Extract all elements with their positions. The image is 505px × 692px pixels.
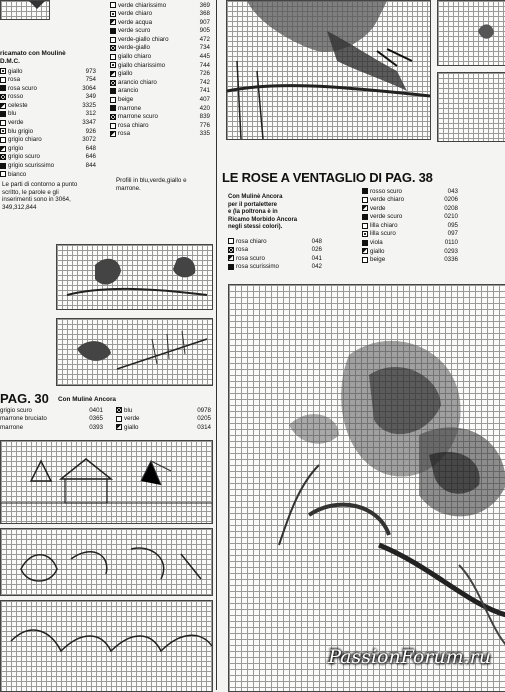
key-label: verde scuro bbox=[118, 27, 151, 35]
key-label: blu bbox=[8, 110, 17, 118]
key-code: 0208 bbox=[444, 204, 458, 212]
key-row bbox=[110, 70, 210, 79]
stitch-symbol-icon bbox=[110, 62, 116, 68]
stitch-symbol-icon bbox=[110, 37, 116, 43]
stitch-symbol-icon bbox=[116, 424, 122, 430]
key-label: giallo bbox=[118, 70, 133, 78]
col2-color-key bbox=[110, 1, 210, 139]
key-row bbox=[362, 230, 458, 239]
key-code: 3347 bbox=[82, 119, 96, 127]
key-label: arancio bbox=[118, 87, 139, 95]
key-code: 3072 bbox=[82, 136, 96, 144]
stitch-symbol-icon bbox=[0, 120, 6, 126]
key-row bbox=[228, 246, 322, 255]
key-row bbox=[0, 67, 96, 76]
stitch-symbol-icon bbox=[110, 71, 116, 77]
key-row bbox=[362, 256, 458, 265]
key-row bbox=[110, 44, 210, 53]
key-code: 048 bbox=[311, 237, 322, 245]
key-row bbox=[0, 101, 96, 110]
key-label: marrone bruciato bbox=[0, 415, 47, 423]
key-row bbox=[110, 104, 210, 113]
stitch-symbol-icon bbox=[0, 146, 6, 152]
key-label: rosa scurissimo bbox=[236, 263, 279, 271]
key-code: 905 bbox=[199, 27, 210, 35]
chart-grid-roses bbox=[228, 284, 505, 692]
key-label: rosa chiaro bbox=[236, 237, 267, 245]
stitch-symbol-icon bbox=[110, 80, 116, 86]
chart-grid-top-right-2 bbox=[437, 72, 505, 142]
key-row bbox=[362, 196, 458, 205]
chart-grid-birds bbox=[226, 0, 431, 140]
key-code: 0401 bbox=[89, 406, 103, 414]
key-code: 0205 bbox=[197, 415, 211, 423]
key-label: grigio scuro bbox=[8, 153, 40, 161]
key-label: marrone scuro bbox=[118, 113, 158, 121]
key-code: 407 bbox=[199, 96, 210, 104]
chart-motif bbox=[1, 529, 212, 595]
key-code: 3325 bbox=[82, 101, 96, 109]
key-label: rosso bbox=[8, 93, 24, 101]
key-label: verde acqua bbox=[118, 18, 153, 26]
chart-motif bbox=[57, 319, 212, 385]
stitch-symbol-icon bbox=[362, 248, 368, 254]
key-label: celeste bbox=[8, 101, 28, 109]
key-row bbox=[362, 247, 458, 256]
key-label: blu bbox=[124, 406, 133, 414]
stitch-symbol-icon bbox=[110, 11, 116, 17]
key-label: grigio scurissimo bbox=[8, 162, 55, 170]
key-label: verde scuro bbox=[370, 213, 403, 221]
key-label: arancio chiaro bbox=[118, 78, 157, 86]
stitch-symbol-icon bbox=[110, 123, 116, 129]
pag30-subtitle: Con Mulinè Ancora bbox=[58, 396, 116, 403]
stitch-symbol-icon bbox=[110, 19, 116, 25]
stitch-symbol-icon bbox=[362, 205, 368, 211]
key-label: giallo bbox=[124, 423, 139, 431]
key-row bbox=[110, 121, 210, 130]
stitch-symbol-icon bbox=[228, 247, 234, 253]
note-line: marrone. bbox=[116, 184, 141, 192]
stitch-symbol-icon bbox=[0, 111, 6, 117]
key-row bbox=[110, 130, 210, 139]
rose-section-title: LE ROSE A VENTAGLIO DI PAG. 38 bbox=[222, 170, 433, 185]
key-row bbox=[116, 406, 211, 415]
key-row bbox=[110, 78, 210, 87]
stitch-symbol-icon bbox=[0, 68, 6, 74]
key-row bbox=[0, 162, 96, 171]
stitch-symbol-icon bbox=[116, 416, 122, 422]
stitch-symbol-icon bbox=[116, 407, 122, 413]
key-code: 3064 bbox=[82, 84, 96, 92]
key-code: 445 bbox=[199, 53, 210, 61]
key-code: 368 bbox=[199, 10, 210, 18]
watermark: PassionForum.ru bbox=[328, 646, 491, 668]
key-code: 026 bbox=[311, 246, 322, 254]
col1-color-key bbox=[0, 67, 96, 179]
stitch-symbol-icon bbox=[110, 45, 116, 51]
intro-line: Con Mulinè Ancora bbox=[228, 194, 283, 200]
key-label: viola bbox=[370, 239, 383, 247]
key-label: rosso scuro bbox=[370, 187, 402, 195]
key-row bbox=[110, 61, 210, 70]
key-row bbox=[110, 1, 210, 10]
key-code: 043 bbox=[447, 187, 458, 195]
stitch-symbol-icon bbox=[228, 264, 234, 270]
chart-grid-houses bbox=[0, 440, 213, 524]
stitch-symbol-icon bbox=[0, 163, 6, 169]
key-label: grigio chiaro bbox=[8, 136, 42, 144]
key-code: 754 bbox=[85, 76, 96, 84]
key-row bbox=[0, 144, 96, 153]
key-row bbox=[0, 127, 96, 136]
key-label: rosa bbox=[118, 130, 131, 138]
key-row bbox=[0, 84, 96, 93]
key-code: 734 bbox=[199, 44, 210, 52]
col1-title-line: ricamato con Moulinè bbox=[0, 50, 66, 57]
col1-title bbox=[0, 50, 66, 66]
key-code: 907 bbox=[199, 18, 210, 26]
stitch-symbol-icon bbox=[110, 88, 116, 94]
key-row bbox=[362, 187, 458, 196]
intro-line: Ricamo Morbido Ancora bbox=[228, 216, 298, 223]
key-code: 648 bbox=[85, 144, 96, 152]
key-code: 0393 bbox=[89, 423, 103, 431]
key-code: 0110 bbox=[444, 239, 458, 247]
key-label: grigio bbox=[8, 144, 24, 152]
stitch-symbol-icon bbox=[362, 257, 368, 263]
note-line: Profili in blu,verde,giallo e bbox=[116, 177, 187, 184]
stitch-symbol-icon bbox=[362, 197, 368, 203]
key-label: giallo bbox=[8, 67, 23, 75]
key-row bbox=[116, 423, 211, 432]
key-code: 0206 bbox=[444, 196, 458, 204]
key-row bbox=[0, 136, 96, 145]
key-label: grigio scuro bbox=[0, 406, 32, 414]
key-row bbox=[0, 119, 96, 128]
chart-grid-birds-small bbox=[56, 244, 213, 310]
chart-motif bbox=[1, 1, 49, 19]
key-label: verde-giallo chiaro bbox=[118, 35, 169, 43]
key-label: bianco bbox=[8, 170, 27, 178]
note-line: inserimenti sono in 3064, bbox=[2, 196, 71, 204]
col2-note bbox=[116, 177, 187, 192]
chart-motif bbox=[1, 441, 212, 523]
key-label: beige bbox=[118, 96, 134, 104]
key-code: 097 bbox=[447, 230, 458, 238]
key-row bbox=[110, 53, 210, 62]
stitch-symbol-icon bbox=[0, 128, 6, 134]
key-row bbox=[228, 263, 322, 272]
key-label: rosa scuro bbox=[8, 84, 37, 92]
key-label: marrone bbox=[118, 104, 142, 112]
key-label: verde chiaro bbox=[370, 196, 405, 204]
stitch-symbol-icon bbox=[110, 54, 116, 60]
stitch-symbol-icon bbox=[0, 94, 6, 100]
key-code: 312 bbox=[85, 110, 96, 118]
key-label: lilla scuro bbox=[370, 230, 396, 238]
intro-line: e (la poltrona è in bbox=[228, 209, 278, 216]
stitch-symbol-icon bbox=[110, 105, 116, 111]
key-row bbox=[362, 213, 458, 222]
chart-motif bbox=[1, 601, 212, 691]
key-code: 349 bbox=[85, 93, 96, 101]
key-code: 839 bbox=[199, 113, 210, 121]
pag30-key-right bbox=[116, 406, 211, 432]
key-label: beige bbox=[370, 256, 386, 264]
stitch-symbol-icon bbox=[228, 255, 234, 261]
chart-grid-top-left bbox=[0, 0, 50, 20]
stitch-symbol-icon bbox=[228, 238, 234, 244]
chart-motif bbox=[57, 245, 212, 309]
key-row bbox=[0, 76, 96, 85]
note-line: 349,312,844 bbox=[2, 203, 37, 211]
chart-motif bbox=[438, 1, 505, 65]
key-code: 776 bbox=[199, 121, 210, 129]
key-label: rosa scuro bbox=[236, 254, 265, 262]
key-row bbox=[0, 110, 96, 119]
key-code: 926 bbox=[85, 127, 96, 135]
key-code: 095 bbox=[447, 221, 458, 229]
key-code: 646 bbox=[85, 153, 96, 161]
stitch-symbol-icon bbox=[362, 223, 368, 229]
key-row bbox=[0, 93, 96, 102]
key-label: rosa bbox=[8, 76, 21, 84]
chart-grid-birds-branch bbox=[56, 318, 213, 386]
key-row bbox=[110, 113, 210, 122]
stitch-symbol-icon bbox=[362, 188, 368, 194]
stitch-symbol-icon bbox=[0, 103, 6, 109]
key-row bbox=[362, 221, 458, 230]
key-code: 844 bbox=[85, 162, 96, 170]
chart-motif bbox=[227, 1, 430, 139]
key-label: verde bbox=[370, 204, 386, 212]
chart-grid-swans bbox=[0, 528, 213, 596]
key-code: 335 bbox=[199, 130, 210, 138]
key-row bbox=[362, 239, 458, 248]
stitch-symbol-icon bbox=[110, 97, 116, 103]
key-code: 042 bbox=[311, 263, 322, 271]
key-row bbox=[110, 27, 210, 36]
key-code: 0293 bbox=[444, 247, 458, 255]
key-code: 472 bbox=[199, 35, 210, 43]
chart-grid-top-right-1 bbox=[437, 0, 505, 66]
key-label: verde chiaro bbox=[118, 10, 153, 18]
stitch-symbol-icon bbox=[110, 114, 116, 120]
key-code: 0365 bbox=[89, 415, 103, 423]
stitch-symbol-icon bbox=[0, 77, 6, 83]
chart-motif bbox=[229, 285, 505, 691]
key-row bbox=[0, 423, 103, 432]
key-code: 0210 bbox=[444, 213, 458, 221]
key-row bbox=[0, 153, 96, 162]
key-code: 0978 bbox=[197, 406, 211, 414]
key-row bbox=[0, 406, 103, 415]
stitch-symbol-icon bbox=[110, 28, 116, 34]
col1-title-line: D.M.C. bbox=[0, 58, 20, 65]
chart-grid-waves bbox=[0, 600, 213, 692]
key-code: 973 bbox=[85, 67, 96, 75]
key-row bbox=[228, 254, 322, 263]
key-row bbox=[362, 204, 458, 213]
key-row bbox=[110, 96, 210, 105]
stitch-symbol-icon bbox=[362, 214, 368, 220]
stitch-symbol-icon bbox=[110, 131, 116, 137]
note-line: scritto, le parole e gli bbox=[2, 188, 59, 196]
pag30-key-left bbox=[0, 406, 103, 432]
key-label: verde chiarissimo bbox=[118, 1, 167, 9]
stitch-symbol-icon bbox=[110, 2, 116, 8]
key-row bbox=[116, 415, 211, 424]
key-row bbox=[0, 170, 96, 179]
stitch-symbol-icon bbox=[362, 240, 368, 246]
stitch-symbol-icon bbox=[0, 154, 6, 160]
intro-line: negli stessi colori). bbox=[228, 224, 283, 231]
key-label: giallo chiarissimo bbox=[118, 61, 166, 69]
key-label: rosa chiaro bbox=[118, 121, 149, 129]
key-row bbox=[228, 237, 322, 246]
key-label: verde bbox=[8, 119, 24, 127]
key-label: marrone bbox=[0, 423, 24, 431]
key-code: 420 bbox=[199, 104, 210, 112]
rose-key-left bbox=[228, 237, 322, 271]
key-label: giallo bbox=[370, 247, 385, 255]
intro-line: per il portalettere bbox=[228, 201, 278, 208]
key-row bbox=[110, 10, 210, 19]
key-row bbox=[0, 415, 103, 424]
stitch-symbol-icon bbox=[0, 137, 6, 143]
key-code: 742 bbox=[199, 78, 210, 86]
key-row bbox=[110, 87, 210, 96]
key-row bbox=[110, 35, 210, 44]
key-code: 369 bbox=[199, 1, 210, 9]
key-label: lilla chiaro bbox=[370, 221, 398, 229]
stitch-symbol-icon bbox=[0, 85, 6, 91]
pag30-title: PAG. 30 bbox=[0, 391, 49, 406]
key-code: 741 bbox=[199, 87, 210, 95]
key-label: rosa bbox=[236, 246, 249, 254]
key-row bbox=[110, 18, 210, 27]
note-line: Le parti di contorno a punto bbox=[2, 181, 78, 188]
key-label: verde-giallo bbox=[118, 44, 150, 52]
col1-note bbox=[2, 181, 77, 211]
key-code: 0336 bbox=[444, 256, 458, 264]
rose-intro bbox=[228, 194, 297, 232]
key-code: 0314 bbox=[197, 423, 211, 431]
stitch-symbol-icon bbox=[362, 231, 368, 237]
rose-key-right bbox=[362, 187, 458, 264]
key-code: 041 bbox=[311, 254, 322, 262]
key-code: 744 bbox=[199, 61, 210, 69]
column-divider bbox=[216, 0, 217, 690]
stitch-symbol-icon bbox=[0, 171, 6, 177]
key-code: 726 bbox=[199, 70, 210, 78]
key-label: giallo chiaro bbox=[118, 53, 152, 61]
key-label: verde bbox=[124, 415, 140, 423]
key-label: blu grigio bbox=[8, 127, 34, 135]
